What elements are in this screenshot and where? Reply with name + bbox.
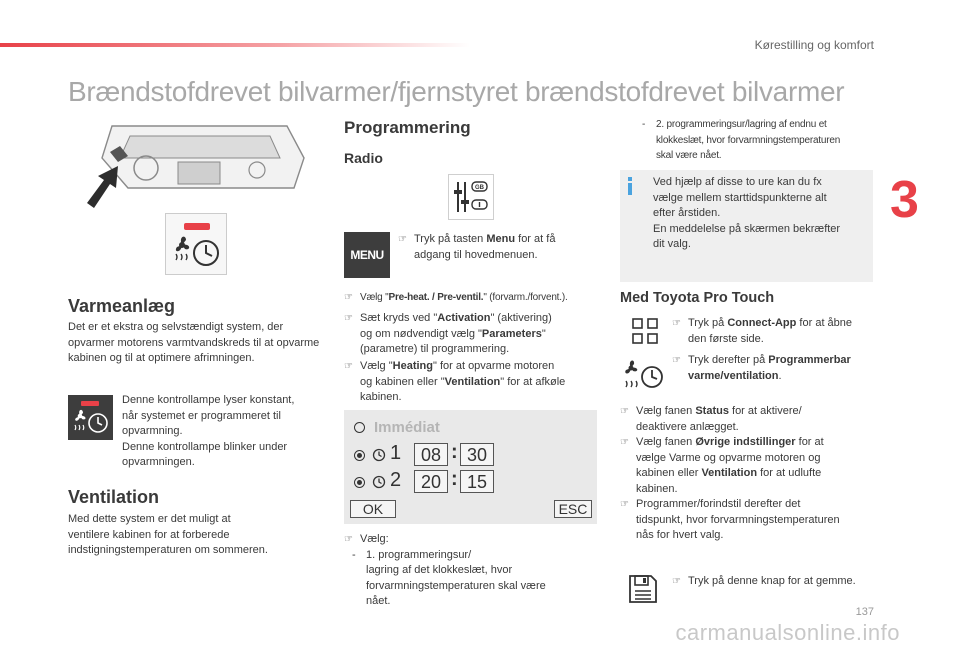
choose-step: ☞ Vælg: - 1. programmeringsur/ lagring af det klokkeslæt, hvor forvarmningstemperaturen skal være nået.	[344, 533, 546, 607]
pro-touch-heading: Med Toyota Pro Touch	[620, 290, 775, 306]
esc-button[interactable]: ESC	[554, 500, 592, 518]
radio-heading: Radio	[344, 150, 383, 166]
immediate-label: Immédiat	[374, 419, 440, 436]
immediate-radio[interactable]	[354, 422, 365, 433]
timer1-index: 1	[390, 442, 402, 464]
heating-step: ☞ Vælg "Heating" for at opvarme motoren og kabinen eller "Ventilation" for at afkøle kabinen.	[344, 360, 566, 403]
fan-clock-icon	[172, 234, 224, 270]
heater-icon-box	[165, 213, 227, 275]
svg-text:GB: GB	[475, 185, 484, 191]
heater-programming-icon	[622, 358, 664, 390]
other-settings-step: ☞ Vælg fanen Øvrige indstillinger for at vælge Varme og opvarme motoren og kabinen eller Ventilation for at udlufte kabinen.	[620, 436, 824, 495]
page-number: 137	[855, 606, 874, 618]
programming-screen: Immédiat 1 08 : 30 2 20 : 15 OK ESC	[344, 410, 597, 524]
page-title: Brændstofdrevet bilvarmer/fjernstyret brændstofdrevet bilvarmer	[68, 76, 845, 107]
connect-app-step: ☞ Tryk på Connect-App for at åbne den første side.	[672, 317, 853, 345]
programming-heading: Programmering	[344, 118, 471, 137]
info-text: Ved hjælp af disse to ure kan du fx vælge mellem starttidspunkterne alt efter årstiden. En meddelelse på skærmen bekræfter dit valg.	[653, 176, 841, 250]
program-heat-step: ☞ Tryk derefter på Programmerbar varme/ventilation.	[672, 354, 851, 382]
timer1-hour-field[interactable]: 08	[414, 443, 448, 466]
warning-lamp-icon	[68, 395, 113, 440]
info-icon	[626, 177, 634, 195]
heating-system-text: Det er et ekstra og selvstændigt system, der opvarmer motorens varmtvandskreds til at opvarme kabinen og til at optimere afrimningen.	[68, 321, 320, 364]
watermark: carmanualsonline.info	[675, 620, 900, 645]
timer1-radio[interactable]	[354, 450, 365, 461]
settings-sliders-icon	[448, 174, 494, 220]
menu-step: ☞ Tryk på tasten Menu for at få adgang til hovedmenuen.	[398, 233, 556, 261]
select-preheat-step: ☞ Vælg "Pre-heat. / Pre-ventil." (forvarm./forvent.).	[344, 292, 568, 303]
save-step: ☞ Tryk på denne knap for at gemme.	[672, 575, 856, 587]
timer1-clock-icon	[372, 448, 386, 462]
activation-step: ☞ Sæt kryds ved "Activation" (aktivering) og om nødvendigt vælg "Parameters" (parametre) til programmering.	[344, 312, 552, 355]
status-step: ☞ Vælg fanen Status for at aktivere/ deaktivere anlægget.	[620, 405, 802, 433]
timer2-clock-icon	[372, 475, 386, 489]
section-label: Kørestilling og komfort	[754, 38, 874, 52]
second-timer-item: - 2. programmeringsur/lagring af endnu et klokkeslæt, hvor forvarmningstemperaturen skal være nået.	[642, 119, 841, 161]
timer2-radio[interactable]	[354, 477, 365, 488]
chapter-number: 3	[890, 171, 919, 229]
dashboard-illustration	[82, 118, 314, 210]
header-accent-bar	[0, 43, 470, 47]
timer2-hour-field[interactable]: 20	[414, 470, 448, 493]
ok-button[interactable]: OK	[350, 500, 396, 518]
timer2-minute-field[interactable]: 15	[460, 470, 494, 493]
ventilation-heading: Ventilation	[68, 487, 160, 507]
save-icon	[627, 573, 659, 605]
preset-step: ☞ Programmer/forindstil derefter det tidspunkt, hvor forvarmningstemperaturen nås for hvert valg.	[620, 498, 840, 541]
heating-system-heading: Varmeanlæg	[68, 296, 176, 316]
lamp-description: Denne kontrollampe lyser konstant, når systemet er programmeret til opvarmning. Denne kontrollampe blinker under opvarmningen.	[122, 394, 295, 468]
menu-button-icon: MENU	[344, 232, 390, 278]
ventilation-text: Med dette system er det muligt at ventilere kabinen for at forberede indstigningstemperaturen om sommeren.	[68, 513, 268, 556]
connect-app-icon	[632, 318, 658, 344]
heater-indicator-light	[184, 223, 210, 230]
timer2-index: 2	[390, 469, 402, 491]
timer1-minute-field[interactable]: 30	[460, 443, 494, 466]
